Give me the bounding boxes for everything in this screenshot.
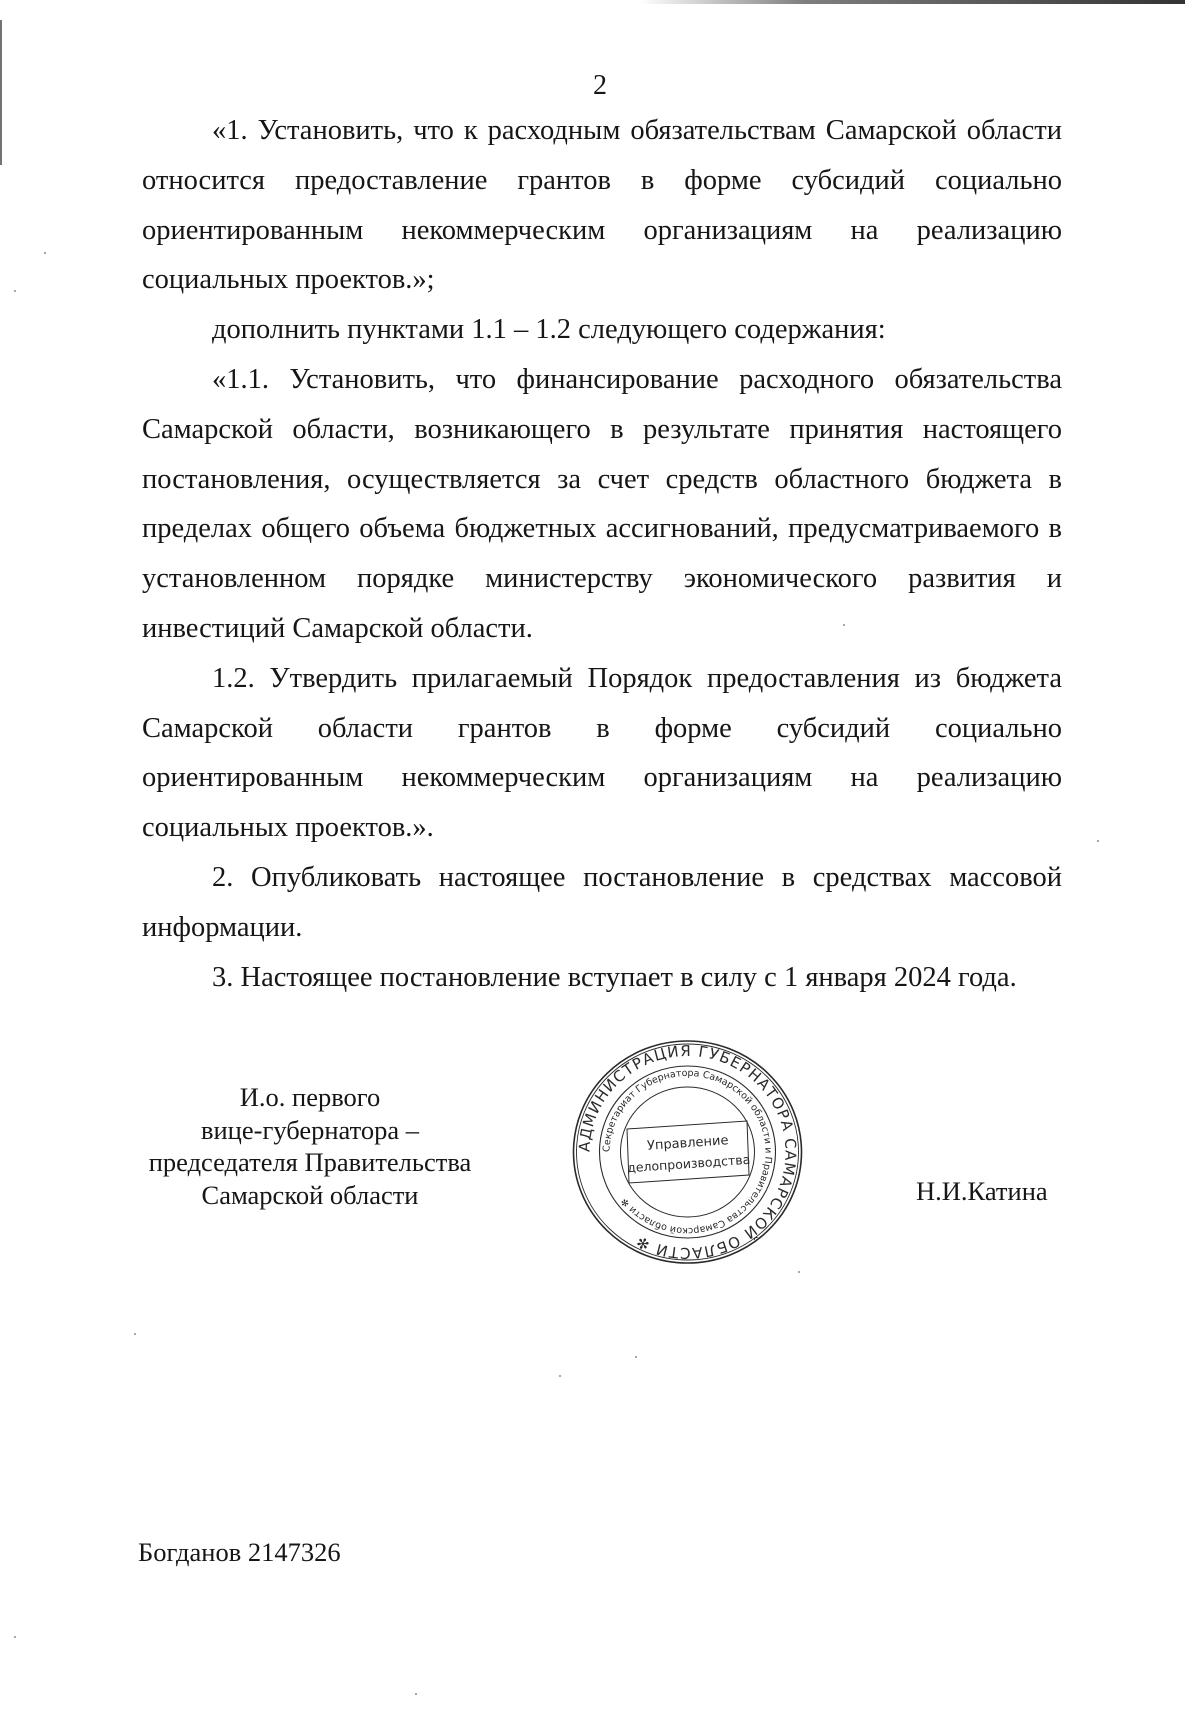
- executor-note: Богданов 2147326: [138, 1537, 341, 1567]
- stamp-center-line: делопроизводства: [626, 1151, 751, 1176]
- stamp-outer-text: АДМИНИСТРАЦИЯ ГУБЕРНАТОРА САМАРСКОЙ ОБЛАСТИ ✻: [575, 1041, 800, 1263]
- scan-speck: [559, 1375, 561, 1377]
- scan-speck: [134, 1333, 136, 1335]
- scan-speck: [44, 252, 46, 254]
- signatory-name: Н.И.Катина: [916, 1176, 1048, 1206]
- paragraph-clause-1: «1. Установить, что к расходным обязательствам Самарской области относится предоставление грантов в форме субсидий социально ориентированным некоммерческим организациям на реализацию социальных проектов.»;: [142, 115, 1062, 296]
- paragraph-clause-2: 2. Опубликовать настоящее постановление в средствах массовой информации.: [142, 861, 1062, 943]
- signatory-position-line: Самарской области: [201, 1179, 419, 1210]
- scan-speck: [14, 1636, 16, 1638]
- signatory-position-line: председателя Правительства: [148, 1147, 472, 1177]
- paragraph-clause-1-2: 1.2. Утвердить прилагаемый Порядок предоставления из бюджета Самарской области грантов в форме субсидий социально ориентированным некоммерческим организациям на реализацию социальных проектов.».: [142, 662, 1062, 844]
- scan-speck: [415, 1693, 417, 1695]
- scan-speck: [798, 1271, 800, 1273]
- scan-edge-top: [640, 0, 1185, 4]
- paragraph-clause-1-1: «1.1. Установить, что финансирование расходного обязательства Самарской области, возникающего в результате принятия настоящего постановления, осуществляется за счет средств областного бюджета в пределах общего объема бюджетных ассигнований, предусматриваемого в установленном порядке министерству экономического развития и инвестиций Самарской области.: [142, 363, 1062, 644]
- scan-speck: [843, 624, 845, 626]
- signatory-position-line: И.о. первого: [239, 1082, 381, 1112]
- page-number: 2: [593, 70, 607, 101]
- stamp-inner-text: Секретариат Губернатора Самарской области и Правительства Самарской области ✻: [601, 1067, 774, 1237]
- official-stamp: [569, 1037, 806, 1267]
- document-body: [142, 106, 1062, 1002]
- paragraph-amendment-intro: дополнить пунктами 1.1 – 1.2 следующего содержания:: [212, 314, 886, 346]
- scan-speck: [635, 1356, 637, 1358]
- scan-speck: [1097, 840, 1099, 842]
- signatory-position: [130, 1081, 490, 1211]
- signatory-position-line: вице-губернатора –: [200, 1114, 419, 1145]
- stamp-center-line: Управление: [646, 1133, 729, 1154]
- paragraph-clause-3: 3. Настоящее постановление вступает в силу с 1 января 2024 года.: [212, 961, 1017, 993]
- scan-speck: [14, 290, 16, 292]
